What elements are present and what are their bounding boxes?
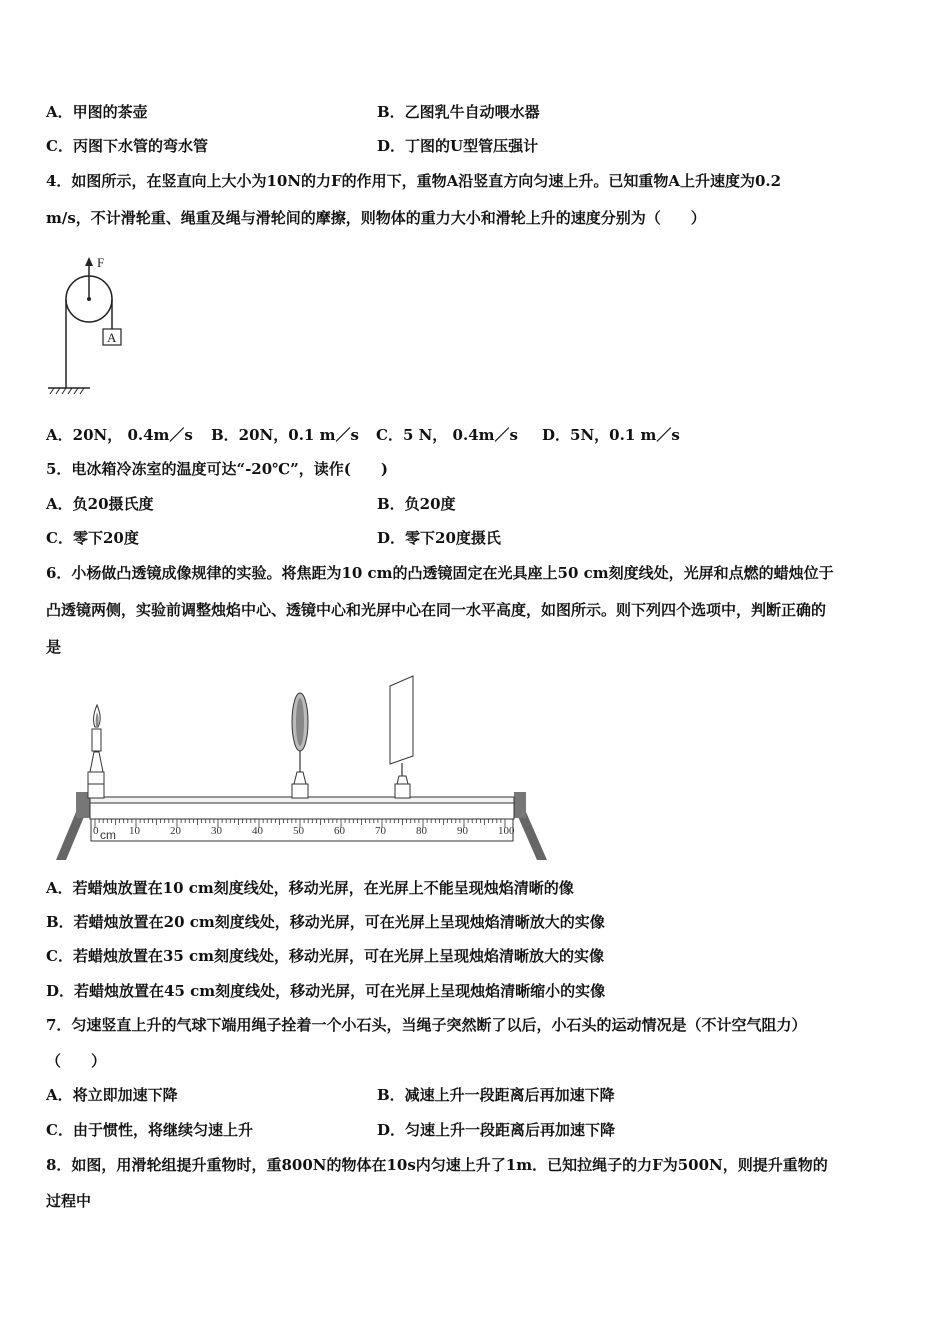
- q5-option-c: C．零下20度: [46, 529, 139, 547]
- q5-stem: 5．电冰箱冷冻室的温度可达“-20℃”，读作( ): [46, 460, 388, 478]
- q7-option-d: D．匀速上升一段距离后再加速下降: [377, 1121, 616, 1139]
- ruler-tick-label: 100: [498, 825, 515, 837]
- ruler-tick-label: 10: [129, 825, 140, 837]
- q4-option-d: D．5N，0.1 m／s: [542, 426, 680, 444]
- q5-option-a: A．负20摄氏度: [46, 495, 154, 513]
- q5-option-b: B．负20度: [377, 495, 456, 513]
- ruler-tick-label: 40: [252, 825, 263, 837]
- q6-option-a: A．若蜡烛放置在10 cm刻度线处，移动光屏，在光屏上不能呈现烛焰清晰的像: [46, 879, 574, 897]
- pulley-figure: [40, 252, 140, 402]
- candle: [88, 705, 104, 798]
- q6-stem-line1: 6．小杨做凸透镜成像规律的实验。将焦距为10 cm的凸透镜固定在光具座上50 cm刻度线处，光屏和点燃的蜡烛位于: [46, 564, 834, 582]
- ruler-tick-label: 0: [93, 825, 99, 837]
- ruler-unit: cm: [100, 828, 116, 842]
- ruler-tick-label: 70: [375, 825, 386, 837]
- q7-stem-line1: 7．匀速竖直上升的气球下端用绳子拴着一个小石头，当绳子突然断了以后，小石头的运动情况是（不计空气阻力）: [46, 1016, 807, 1034]
- q4-stem-line1: 4．如图所示，在竖直向上大小为10N的力F的作用下，重物A沿竖直方向匀速上升。已知重物A上升速度为0.2: [46, 172, 782, 190]
- ruler-tick-label: 90: [457, 825, 468, 837]
- force-label: F: [97, 255, 105, 270]
- q3-option-d: D．丁图的U型管压强计: [377, 137, 539, 155]
- q4-options: [46, 425, 680, 445]
- q6-stem-line2: 凸透镜两侧，实验前调整烛焰中心、透镜中心和光屏中心在同一水平高度，如图所示。则下列四个选项中，判断正确的: [46, 601, 827, 619]
- q6-option-d: D．若蜡烛放置在45 cm刻度线处，移动光屏，可在光屏上呈现烛焰清晰缩小的实像: [46, 982, 606, 1000]
- q6-stem-line3: 是: [46, 638, 62, 656]
- ruler-tick-label: 30: [211, 825, 222, 837]
- q3-option-c: C．丙图下水管的弯水管: [46, 137, 208, 155]
- q7-option-c: C．由于惯性，将继续匀速上升: [46, 1121, 253, 1139]
- light-screen: [390, 676, 413, 798]
- q4-option-a: A．20N， 0.4m／s: [46, 426, 193, 444]
- ruler-tick-label: 50: [293, 825, 304, 837]
- q5-option-d: D．零下20度摄氏: [377, 529, 501, 547]
- ruler-tick-label: 60: [334, 825, 345, 837]
- q8-stem-line2: 过程中: [46, 1192, 92, 1210]
- q4-stem-line2: m/s，不计滑轮重、绳重及绳与滑轮间的摩擦，则物体的重力大小和滑轮上升的速度分别为（ ）: [46, 209, 706, 227]
- q6-option-c: C．若蜡烛放置在35 cm刻度线处，移动光屏，可在光屏上呈现烛焰清晰放大的实像: [46, 947, 605, 965]
- block-a-label: A: [107, 330, 117, 345]
- q6-option-b: B．若蜡烛放置在20 cm刻度线处，移动光屏，可在光屏上呈现烛焰清晰放大的实像: [46, 913, 605, 931]
- q4-option-b: B．20N，0.1 m／s: [211, 426, 359, 444]
- optical-bench-figure: [50, 672, 550, 867]
- q7-option-a: A．将立即加速下降: [46, 1086, 178, 1104]
- convex-lens: [292, 693, 308, 798]
- q7-option-b: B．减速上升一段距离后再加速下降: [377, 1086, 615, 1104]
- q3-option-a: A．甲图的茶壶: [46, 103, 148, 121]
- ruler-tick-label: 80: [416, 825, 427, 837]
- q8-stem-line1: 8．如图，用滑轮组提升重物时，重800N的物体在10s内匀速上升了1m．已知拉绳子的力F为500N，则提升重物的: [46, 1156, 828, 1174]
- q7-stem-line2: （ ）: [46, 1052, 107, 1070]
- ruler-tick-label: 20: [170, 825, 181, 837]
- q4-option-c: C．5 N， 0.4m／s: [376, 426, 518, 444]
- q3-option-b: B．乙图乳牛自动喂水器: [377, 103, 540, 121]
